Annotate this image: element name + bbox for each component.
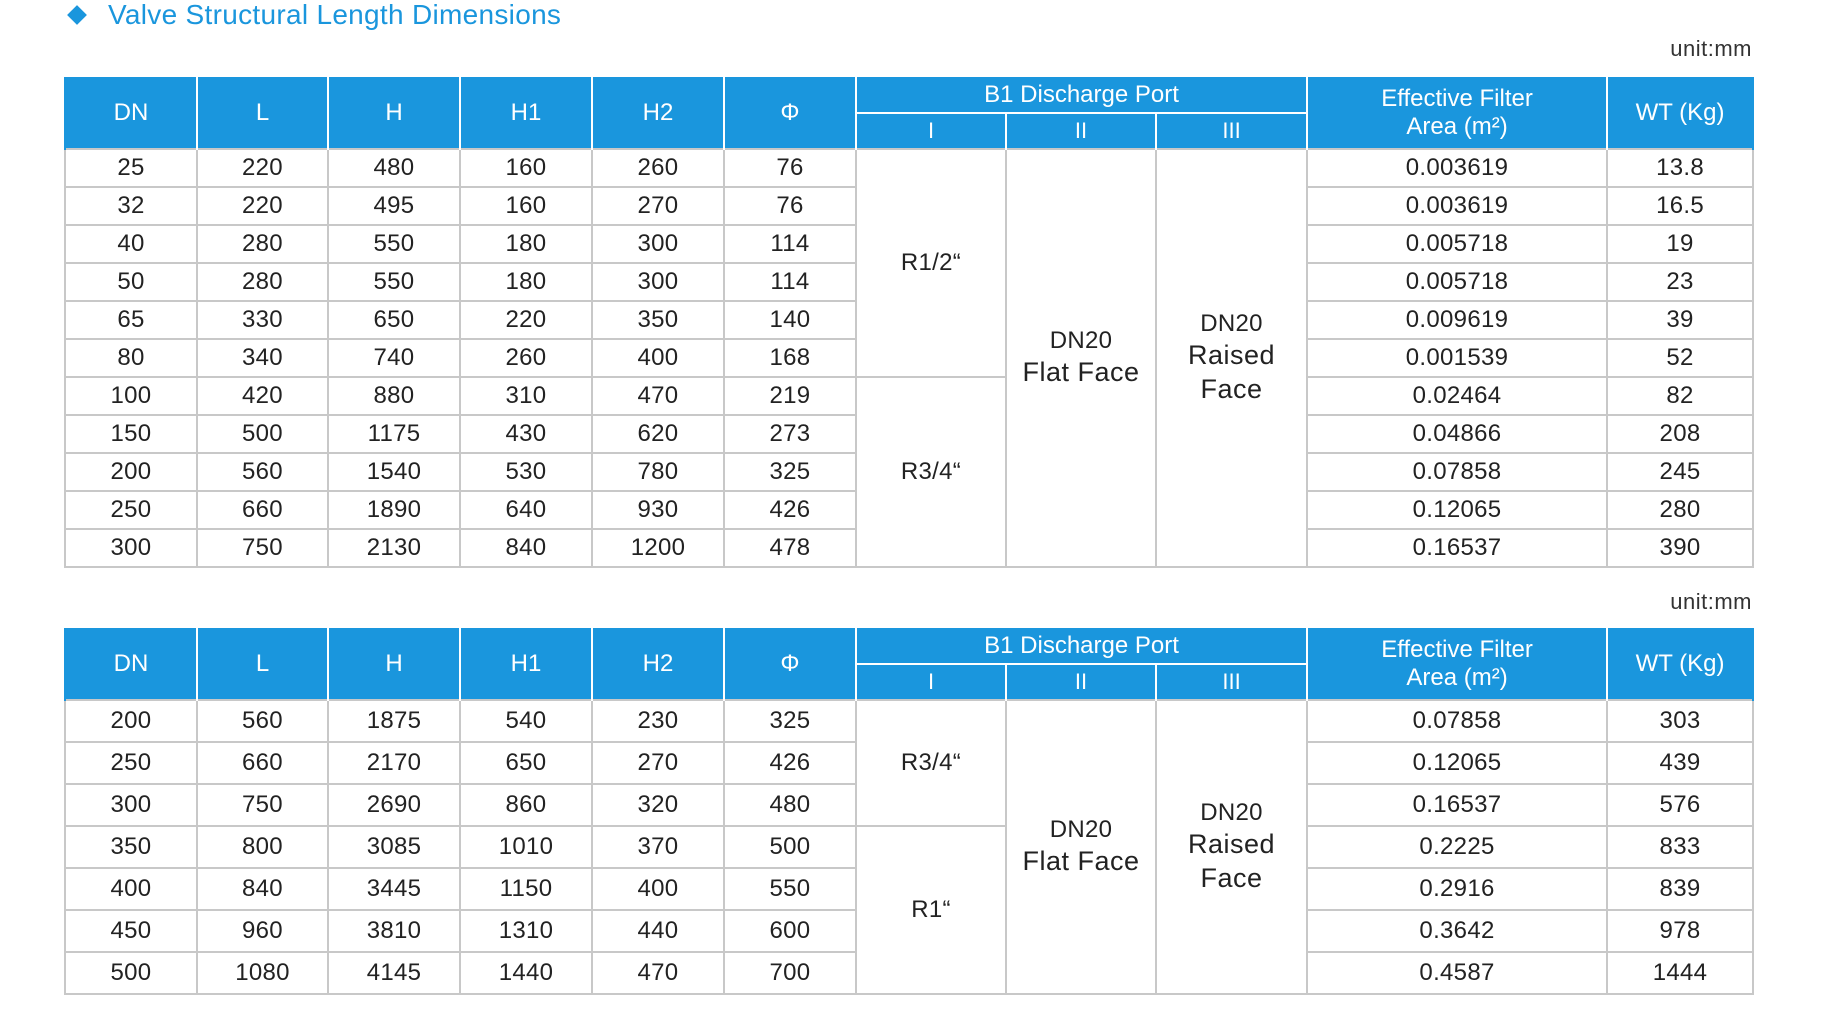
cell-h1: 180 [460,225,592,263]
cell-phi: 219 [724,377,856,415]
port-ii-type: Flat Face [1022,846,1140,877]
header-port-i: I [856,113,1006,149]
port-ii-type: Flat Face [1022,357,1140,388]
cell-dn: 300 [65,784,197,826]
port-iii-type-line2: Face [1200,863,1263,893]
cell-phi: 478 [724,529,856,567]
port-iii-size: DN20 [1200,310,1263,338]
cell-h: 650 [328,301,460,339]
cell-dn: 500 [65,952,197,994]
cell-h2: 270 [592,742,724,784]
table2-unit-label: unit:mm [1670,589,1752,614]
cell-l: 280 [197,225,328,263]
cell-phi: 700 [724,952,856,994]
dimensions-table-1 [64,77,1754,568]
cell-h: 2690 [328,784,460,826]
cell-phi: 500 [724,826,856,868]
cell-h: 4145 [328,952,460,994]
cell-area: 0.2916 [1307,868,1607,910]
cell-phi: 325 [724,453,856,491]
cell-port-i-thread: R1“ [856,826,1006,994]
cell-phi: 168 [724,339,856,377]
header-weight: WT (Kg) [1607,628,1753,700]
cell-h2: 780 [592,453,724,491]
cell-area: 0.005718 [1307,225,1607,263]
cell-h1: 840 [460,529,592,567]
cell-phi: 480 [724,784,856,826]
header-weight: WT (Kg) [1607,77,1753,149]
cell-l: 330 [197,301,328,339]
cell-area: 0.16537 [1307,529,1607,567]
cell-phi: 140 [724,301,856,339]
header-h2: H2 [592,628,724,700]
cell-l: 1080 [197,952,328,994]
cell-dn: 80 [65,339,197,377]
cell-h1: 220 [460,301,592,339]
cell-h1: 530 [460,453,592,491]
cell-l: 560 [197,453,328,491]
cell-h: 550 [328,263,460,301]
cell-l: 660 [197,742,328,784]
cell-phi: 114 [724,225,856,263]
cell-port-i-thread: R3/4“ [856,700,1006,826]
cell-dn: 65 [65,301,197,339]
header-port-iii: III [1156,113,1307,149]
cell-dn: 200 [65,453,197,491]
cell-phi: 325 [724,700,856,742]
cell-wt: 13.8 [1607,149,1753,187]
cell-wt: 52 [1607,339,1753,377]
cell-l: 560 [197,700,328,742]
cell-wt: 576 [1607,784,1753,826]
header-discharge-port: B1 Discharge Port [856,628,1307,664]
cell-h2: 300 [592,225,724,263]
cell-area: 0.001539 [1307,339,1607,377]
header-h2: H2 [592,77,724,149]
cell-dn: 200 [65,700,197,742]
cell-wt: 23 [1607,263,1753,301]
cell-h: 3445 [328,868,460,910]
section-title [68,0,561,30]
cell-wt: 1444 [1607,952,1753,994]
cell-phi: 76 [724,187,856,225]
cell-wt: 19 [1607,225,1753,263]
port-ii-size: DN20 [1049,327,1113,355]
cell-area: 0.009619 [1307,301,1607,339]
cell-h1: 1310 [460,910,592,952]
cell-dn: 250 [65,742,197,784]
cell-l: 750 [197,529,328,567]
cell-wt: 82 [1607,377,1753,415]
cell-wt: 833 [1607,826,1753,868]
header-port-ii: II [1006,113,1156,149]
cell-h2: 470 [592,377,724,415]
header-filter-area-line2: Area (m²) [1406,663,1508,691]
cell-phi: 426 [724,491,856,529]
cell-dn: 25 [65,149,197,187]
cell-phi: 600 [724,910,856,952]
cell-area: 0.07858 [1307,453,1607,491]
header-filter-area-line1: Effective Filter [1381,635,1533,663]
cell-wt: 16.5 [1607,187,1753,225]
header-filter-area-line1: Effective Filter [1381,84,1533,112]
cell-h2: 400 [592,868,724,910]
cell-port-i-thread: R1/2“ [856,149,1006,377]
cell-l: 220 [197,187,328,225]
cell-h: 2130 [328,529,460,567]
port-iii-size: DN20 [1200,799,1263,827]
header-h: H [328,628,460,700]
cell-h1: 1010 [460,826,592,868]
cell-dn: 450 [65,910,197,952]
cell-wt: 390 [1607,529,1753,567]
cell-phi: 114 [724,263,856,301]
cell-area: 0.4587 [1307,952,1607,994]
cell-l: 750 [197,784,328,826]
cell-h2: 1200 [592,529,724,567]
cell-area: 0.12065 [1307,742,1607,784]
dimensions-table-2 [64,628,1754,995]
header-h1: H1 [460,77,592,149]
cell-l: 280 [197,263,328,301]
port-iii-type-line1: Raised [1187,829,1276,860]
cell-h2: 230 [592,700,724,742]
cell-phi: 426 [724,742,856,784]
cell-h: 480 [328,149,460,187]
cell-h2: 270 [592,187,724,225]
cell-wt: 39 [1607,301,1753,339]
section-title-text: Valve Structural Length Dimensions [108,0,562,30]
cell-l: 800 [197,826,328,868]
header-h1: H1 [460,628,592,700]
cell-h: 740 [328,339,460,377]
cell-phi: 273 [724,415,856,453]
cell-h1: 310 [460,377,592,415]
cell-h: 3810 [328,910,460,952]
cell-h: 495 [328,187,460,225]
cell-wt: 439 [1607,742,1753,784]
cell-wt: 208 [1607,415,1753,453]
header-discharge-port: B1 Discharge Port [856,77,1307,113]
cell-h2: 350 [592,301,724,339]
cell-h1: 1440 [460,952,592,994]
header-port-ii: II [1006,664,1156,700]
cell-h: 1890 [328,491,460,529]
table-row [65,700,1753,742]
cell-h2: 260 [592,149,724,187]
cell-l: 660 [197,491,328,529]
cell-h: 550 [328,225,460,263]
cell-h2: 930 [592,491,724,529]
cell-h1: 540 [460,700,592,742]
cell-h1: 180 [460,263,592,301]
cell-dn: 400 [65,868,197,910]
table1-unit-label: unit:mm [1670,36,1752,61]
port-ii-size: DN20 [1049,816,1113,844]
cell-h1: 260 [460,339,592,377]
cell-area: 0.04866 [1307,415,1607,453]
cell-h: 1540 [328,453,460,491]
cell-area: 0.16537 [1307,784,1607,826]
cell-dn: 40 [65,225,197,263]
cell-h: 3085 [328,826,460,868]
table-row [65,377,1753,415]
cell-area: 0.3642 [1307,910,1607,952]
header-phi: Φ [724,77,856,149]
cell-h1: 1150 [460,868,592,910]
cell-area: 0.003619 [1307,149,1607,187]
cell-h: 1875 [328,700,460,742]
cell-h1: 860 [460,784,592,826]
cell-wt: 280 [1607,491,1753,529]
header-port-iii: III [1156,664,1307,700]
cell-dn: 300 [65,529,197,567]
port-iii-type-line1: Raised [1187,340,1276,371]
table-row [65,826,1753,868]
cell-area: 0.003619 [1307,187,1607,225]
port-iii-type-line2: Face [1200,374,1263,404]
cell-port-i-thread: R3/4“ [856,377,1006,567]
cell-l: 220 [197,149,328,187]
cell-phi: 550 [724,868,856,910]
cell-l: 960 [197,910,328,952]
cell-dn: 50 [65,263,197,301]
cell-h: 2170 [328,742,460,784]
cell-h2: 320 [592,784,724,826]
header-dn: DN [65,628,197,700]
cell-h1: 640 [460,491,592,529]
cell-l: 420 [197,377,328,415]
diamond-bullet-icon [67,5,87,25]
cell-area: 0.02464 [1307,377,1607,415]
cell-h: 1175 [328,415,460,453]
cell-area: 0.12065 [1307,491,1607,529]
cell-h1: 650 [460,742,592,784]
header-filter-area [1307,77,1607,149]
cell-l: 840 [197,868,328,910]
cell-port-ii [1006,700,1156,994]
header-dn: DN [65,77,197,149]
cell-h2: 470 [592,952,724,994]
cell-h: 880 [328,377,460,415]
cell-dn: 100 [65,377,197,415]
table-row [65,149,1753,187]
cell-wt: 303 [1607,700,1753,742]
cell-dn: 250 [65,491,197,529]
header-filter-area-line2: Area (m²) [1406,112,1508,140]
cell-h1: 160 [460,187,592,225]
cell-phi: 76 [724,149,856,187]
cell-h1: 160 [460,149,592,187]
cell-area: 0.07858 [1307,700,1607,742]
cell-area: 0.2225 [1307,826,1607,868]
cell-l: 340 [197,339,328,377]
header-port-i: I [856,664,1006,700]
cell-dn: 350 [65,826,197,868]
header-l: L [197,628,328,700]
header-filter-area [1307,628,1607,700]
header-l: L [197,77,328,149]
cell-port-iii [1156,149,1307,567]
cell-h2: 370 [592,826,724,868]
cell-area: 0.005718 [1307,263,1607,301]
header-phi: Φ [724,628,856,700]
cell-h2: 300 [592,263,724,301]
cell-h1: 430 [460,415,592,453]
cell-dn: 32 [65,187,197,225]
cell-wt: 839 [1607,868,1753,910]
cell-h2: 400 [592,339,724,377]
cell-port-iii [1156,700,1307,994]
cell-wt: 978 [1607,910,1753,952]
cell-wt: 245 [1607,453,1753,491]
cell-h2: 440 [592,910,724,952]
cell-dn: 150 [65,415,197,453]
cell-l: 500 [197,415,328,453]
header-h: H [328,77,460,149]
cell-port-ii [1006,149,1156,567]
cell-h2: 620 [592,415,724,453]
